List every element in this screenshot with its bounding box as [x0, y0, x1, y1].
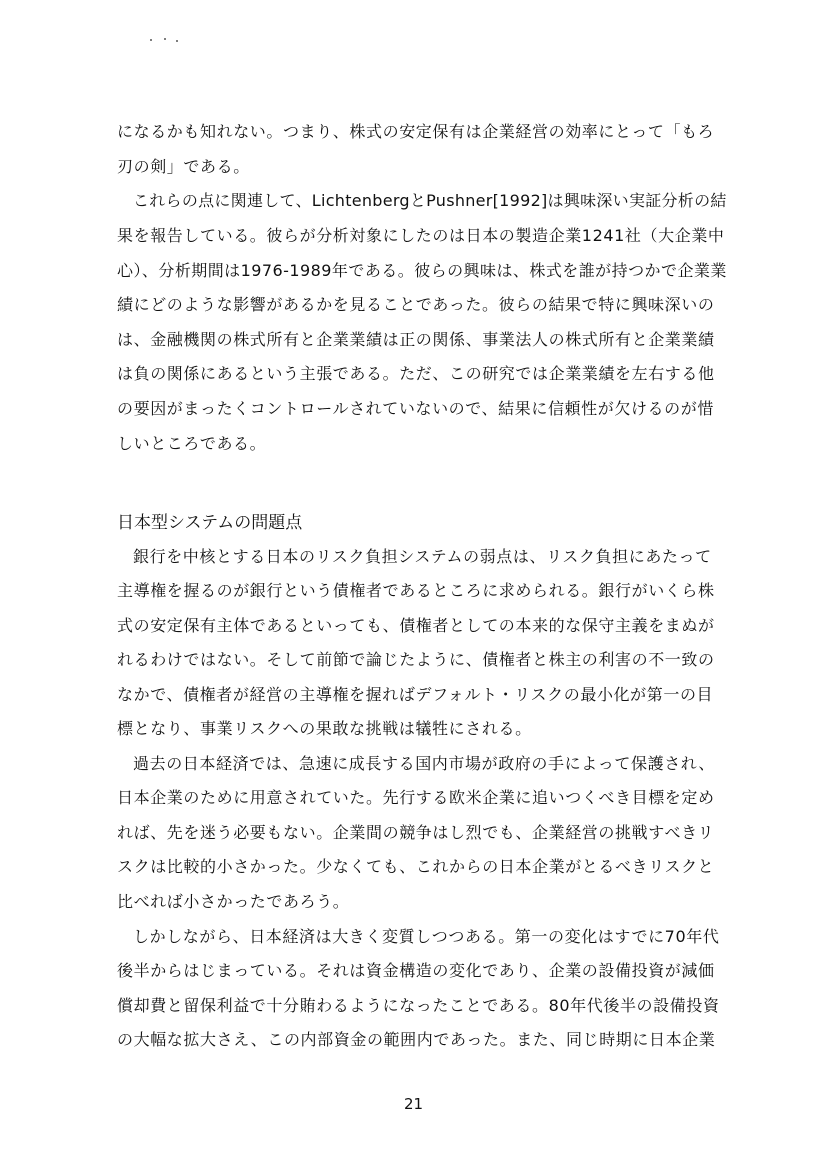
body-line: 刃の剣」である。 — [117, 157, 250, 176]
body-line: これらの点に関連して、LichtenbergとPushner[1992]は興味深い実証分析の結 — [133, 191, 727, 210]
body-line: れば、先を迷う必要もない。企業間の競争はし烈でも、企業経営の挑戦すべきリ — [117, 823, 715, 842]
body-line: は負の関係にあるという主張である。ただ、この研究では企業業績を左右する他 — [117, 364, 715, 383]
section-heading: 日本型システムの問題点 — [117, 513, 303, 533]
body-line: になるかも知れない。つまり、株式の安定保有は企業経営の効率にとって「もろ — [117, 122, 715, 141]
body-line: 主導権を握るのが銀行という債権者であるところに求められる。銀行がいくら株 — [117, 581, 715, 600]
body-line: 銀行を中核とする日本のリスク負担システムの弱点は、リスク負担にあたって — [133, 547, 712, 566]
body-line: れるわけではない。そして前節で論じたように、債権者と株主の利害の不一致の — [117, 650, 715, 669]
body-line: の大幅な拡大さえ、この内部資金の範囲内であった。また、同じ時期に日本企業 — [117, 1030, 716, 1049]
scan-speck — [164, 38, 166, 40]
body-line: 果を報告している。彼らが分析対象にしたのは日本の製造企業1241社（大企業中 — [117, 226, 725, 245]
body-line: の要因がまったくコントロールされていないので、結果に信頼性が欠けるのが惜 — [117, 399, 714, 418]
body-line: 式の安定保有主体であるといっても、債権者としての本来的な保守主義をまぬが — [117, 616, 715, 635]
body-line: スクは比較的小さかった。少なくても、これからの日本企業がとるべきリスクと — [117, 857, 715, 876]
body-line: 心）、分析期間は1976-1989年である。彼らの興味は、株式を誰が持つかで企業業 — [117, 261, 727, 280]
body-line: しかしながら、日本経済は大きく変質しつつある。第一の変化はすでに70年代 — [133, 927, 720, 946]
body-line: しいところである。 — [117, 434, 267, 453]
body-line: なかで、債権者が経営の主導権を握ればデフォルト・リスクの最小化が第一の目 — [117, 685, 714, 704]
body-line: 後半からはじまっている。それは資金構造の変化であり、企業の設備投資が減価 — [117, 961, 715, 980]
body-line: 比べれば小さかったであろう。 — [117, 892, 350, 911]
page-number: 21 — [403, 1095, 424, 1113]
body-line: 標となり、事業リスクへの果敢な挑戦は犠牲にされる。 — [117, 719, 532, 738]
scan-speck — [150, 39, 152, 41]
body-line: 績にどのような影響があるかを見ることであった。彼らの結果で特に興味深いの — [117, 295, 715, 314]
body-line: 日本企業のために用意されていた。先行する欧米企業に追いつくべき目標を定め — [117, 788, 715, 807]
scan-speck — [176, 40, 178, 42]
body-line: は、金融機関の株式所有と企業業績は正の関係、事業法人の株式所有と企業業績 — [117, 330, 715, 349]
body-line: 償却費と留保利益で十分賄わるようになったことである。80年代後半の設備投資 — [117, 996, 720, 1015]
body-line: 過去の日本経済では、急速に成長する国内市場が政府の手によって保護され、 — [133, 754, 715, 773]
scan-specks — [150, 38, 180, 42]
